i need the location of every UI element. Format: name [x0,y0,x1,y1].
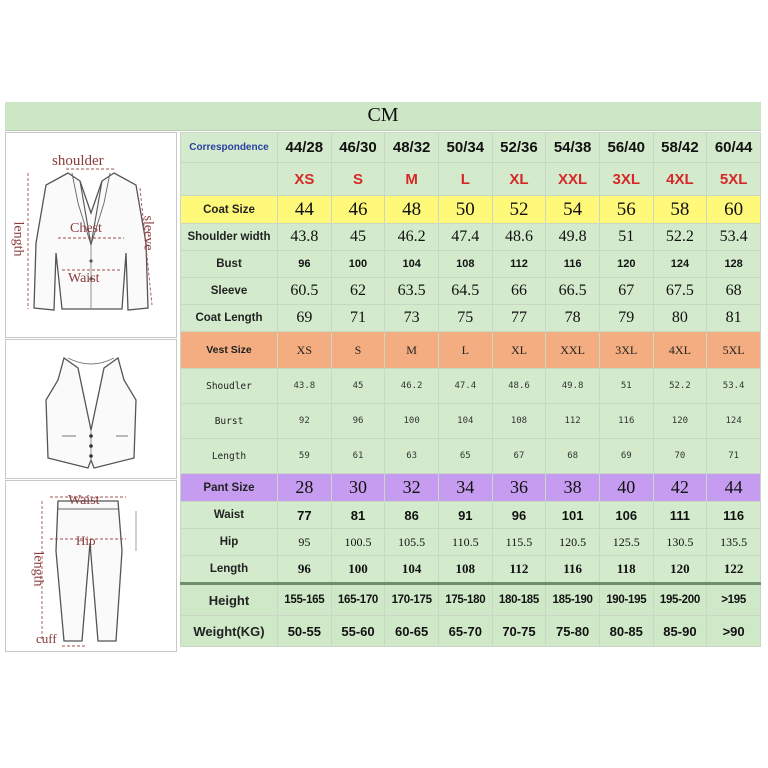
value-cell: 77 [278,502,332,529]
pant-hip-row [181,529,761,556]
value-cell: 70 [653,439,707,474]
letter-size-row [181,163,761,196]
vest-shoulder-row [181,369,761,404]
vest-size-label: Vest Size [181,332,278,369]
weight-label: Weight(KG) [181,616,278,647]
weight-cell: 75-80 [546,616,600,647]
value-cell: 67 [492,439,546,474]
value-cell: 61 [331,439,385,474]
coat-size-cell: 58 [653,196,707,224]
value-cell: 65 [438,439,492,474]
value-cell: 53.4 [707,224,761,251]
value-cell: 45 [331,369,385,404]
value-cell: 43.8 [278,369,332,404]
coat-size-cell: 48 [385,196,439,224]
value-cell: 95 [278,529,332,556]
coat-sleeve-row [181,278,761,305]
coat-label-length: length [10,221,26,257]
value-cell: 47.4 [438,369,492,404]
value-cell: 81 [331,502,385,529]
value-cell: 51 [599,224,653,251]
row-label: Shoudler [181,369,278,404]
letter-size-cell: XXL [546,163,600,196]
value-cell: 45 [331,224,385,251]
value-cell: 108 [438,556,492,584]
height-cell: 185-190 [546,584,600,616]
row-label: Hip [181,529,278,556]
value-cell: 112 [492,556,546,584]
value-cell: 104 [385,556,439,584]
coat-label-chest: Chest [70,221,102,236]
unit-title: CM [367,104,399,126]
pant-size-cell: 42 [653,474,707,502]
pant-size-cell: 32 [385,474,439,502]
value-cell: 48.6 [492,224,546,251]
value-cell: 96 [331,404,385,439]
correspondence-cell: 46/30 [331,133,385,163]
row-label: Coat Length [181,305,278,332]
value-cell: 49.8 [546,369,600,404]
value-cell: 120.5 [546,529,600,556]
value-cell: 108 [438,251,492,278]
value-cell: 69 [278,305,332,332]
value-cell: 67.5 [653,278,707,305]
value-cell: 124 [653,251,707,278]
value-cell: 47.4 [438,224,492,251]
row-label: Sleeve [181,278,278,305]
pants-label-hip: Hip [76,533,96,548]
value-cell: 48.6 [492,369,546,404]
value-cell: 96 [278,251,332,278]
coat-length-row [181,305,761,332]
vest-length-row [181,439,761,474]
correspondence-label: Correspondence [181,133,278,163]
pants-label-length: length [30,551,46,587]
vest-size-cell: M [385,332,439,369]
value-cell: 116 [599,404,653,439]
weight-cell: 70-75 [492,616,546,647]
unit-header-bar [5,102,761,131]
value-cell: 96 [492,502,546,529]
height-cell: >195 [707,584,761,616]
correspondence-cell: 50/34 [438,133,492,163]
height-label: Height [181,584,278,616]
value-cell: 116 [546,251,600,278]
value-cell: 77 [492,305,546,332]
pant-size-cell: 28 [278,474,332,502]
value-cell: 100 [331,556,385,584]
value-cell: 120 [653,556,707,584]
pants-illustration [5,480,177,652]
value-cell: 115.5 [492,529,546,556]
letter-size-cell: L [438,163,492,196]
pant-waist-row [181,502,761,529]
value-cell: 62 [331,278,385,305]
value-cell: 73 [385,305,439,332]
height-row [181,584,761,616]
vest-size-row [181,332,761,369]
letter-size-cell: S [331,163,385,196]
pant-size-cell: 38 [546,474,600,502]
pant-size-cell: 40 [599,474,653,502]
value-cell: 80 [653,305,707,332]
value-cell: 60.5 [278,278,332,305]
value-cell: 53.4 [707,369,761,404]
correspondence-cell: 48/32 [385,133,439,163]
value-cell: 81 [707,305,761,332]
letter-size-cell: XS [278,163,332,196]
value-cell: 124 [707,404,761,439]
coat-shoulder-width-row [181,224,761,251]
value-cell: 100.5 [331,529,385,556]
value-cell: 110.5 [438,529,492,556]
value-cell: 135.5 [707,529,761,556]
coat-size-row [181,196,761,224]
weight-cell: 65-70 [438,616,492,647]
value-cell: 43.8 [278,224,332,251]
pant-size-cell: 30 [331,474,385,502]
value-cell: 92 [278,404,332,439]
weight-cell: 50-55 [278,616,332,647]
value-cell: 66.5 [546,278,600,305]
correspondence-row [181,133,761,163]
value-cell: 79 [599,305,653,332]
height-cell: 165-170 [331,584,385,616]
row-label: Burst [181,404,278,439]
correspondence-cell: 52/36 [492,133,546,163]
value-cell: 59 [278,439,332,474]
pant-size-cell: 34 [438,474,492,502]
weight-row [181,616,761,647]
vest-size-cell: XXL [546,332,600,369]
value-cell: 100 [331,251,385,278]
coat-size-cell: 50 [438,196,492,224]
height-cell: 170-175 [385,584,439,616]
pants-label-waist: Waist [68,493,100,508]
value-cell: 125.5 [599,529,653,556]
letter-size-cell: XL [492,163,546,196]
value-cell: 120 [599,251,653,278]
row-label: Length [181,439,278,474]
height-cell: 195-200 [653,584,707,616]
weight-cell: 60-65 [385,616,439,647]
value-cell: 112 [546,404,600,439]
empty-cell [181,163,278,196]
height-cell: 155-165 [278,584,332,616]
value-cell: 96 [278,556,332,584]
coat-size-cell: 46 [331,196,385,224]
value-cell: 130.5 [653,529,707,556]
value-cell: 86 [385,502,439,529]
vest-size-cell: XL [492,332,546,369]
vest-size-cell: 5XL [707,332,761,369]
letter-size-cell: 5XL [707,163,761,196]
value-cell: 71 [331,305,385,332]
value-cell: 49.8 [546,224,600,251]
value-cell: 52.2 [653,369,707,404]
vest-size-cell: 4XL [653,332,707,369]
value-cell: 63 [385,439,439,474]
correspondence-cell: 60/44 [707,133,761,163]
vest-size-cell: XS [278,332,332,369]
value-cell: 71 [707,439,761,474]
coat-size-label: Coat Size [181,196,278,224]
height-cell: 175-180 [438,584,492,616]
value-cell: 108 [492,404,546,439]
value-cell: 104 [438,404,492,439]
pant-size-cell: 36 [492,474,546,502]
coat-illustration [5,132,177,338]
weight-cell: >90 [707,616,761,647]
weight-cell: 85-90 [653,616,707,647]
pant-size-row [181,474,761,502]
coat-label-sleeve: sleeve [140,215,156,251]
size-table [180,132,761,647]
value-cell: 64.5 [438,278,492,305]
value-cell: 67 [599,278,653,305]
value-cell: 68 [707,278,761,305]
pant-size-label: Pant Size [181,474,278,502]
vest-burst-row [181,404,761,439]
vest-drawing [6,340,176,478]
value-cell: 112 [492,251,546,278]
value-cell: 101 [546,502,600,529]
value-cell: 128 [707,251,761,278]
row-label: Bust [181,251,278,278]
pants-label-cuff: cuff [36,631,57,646]
value-cell: 52.2 [653,224,707,251]
correspondence-cell: 56/40 [599,133,653,163]
correspondence-cell: 58/42 [653,133,707,163]
coat-size-cell: 60 [707,196,761,224]
coat-label-waist: Waist [68,271,100,286]
value-cell: 69 [599,439,653,474]
vest-size-cell: 3XL [599,332,653,369]
pant-length-row [181,556,761,584]
letter-size-cell: 4XL [653,163,707,196]
coat-size-cell: 54 [546,196,600,224]
value-cell: 46.2 [385,224,439,251]
correspondence-cell: 54/38 [546,133,600,163]
value-cell: 63.5 [385,278,439,305]
value-cell: 104 [385,251,439,278]
value-cell: 46.2 [385,369,439,404]
row-label: Shoulder width [181,224,278,251]
value-cell: 116 [546,556,600,584]
coat-size-cell: 44 [278,196,332,224]
row-label: Waist [181,502,278,529]
value-cell: 105.5 [385,529,439,556]
weight-cell: 55-60 [331,616,385,647]
value-cell: 122 [707,556,761,584]
value-cell: 66 [492,278,546,305]
value-cell: 116 [707,502,761,529]
value-cell: 118 [599,556,653,584]
vest-size-cell: L [438,332,492,369]
weight-cell: 80-85 [599,616,653,647]
value-cell: 75 [438,305,492,332]
value-cell: 68 [546,439,600,474]
value-cell: 120 [653,404,707,439]
vest-illustration [5,339,177,479]
coat-size-cell: 52 [492,196,546,224]
value-cell: 91 [438,502,492,529]
value-cell: 111 [653,502,707,529]
size-chart-sheet [5,102,761,652]
height-cell: 180-185 [492,584,546,616]
height-cell: 190-195 [599,584,653,616]
value-cell: 100 [385,404,439,439]
coat-label-shoulder: shoulder [52,153,104,169]
correspondence-cell: 44/28 [278,133,332,163]
value-cell: 78 [546,305,600,332]
letter-size-cell: 3XL [599,163,653,196]
coat-size-cell: 56 [599,196,653,224]
value-cell: 106 [599,502,653,529]
row-label: Length [181,556,278,584]
coat-bust-row [181,251,761,278]
value-cell: 51 [599,369,653,404]
vest-size-cell: S [331,332,385,369]
letter-size-cell: M [385,163,439,196]
pant-size-cell: 44 [707,474,761,502]
